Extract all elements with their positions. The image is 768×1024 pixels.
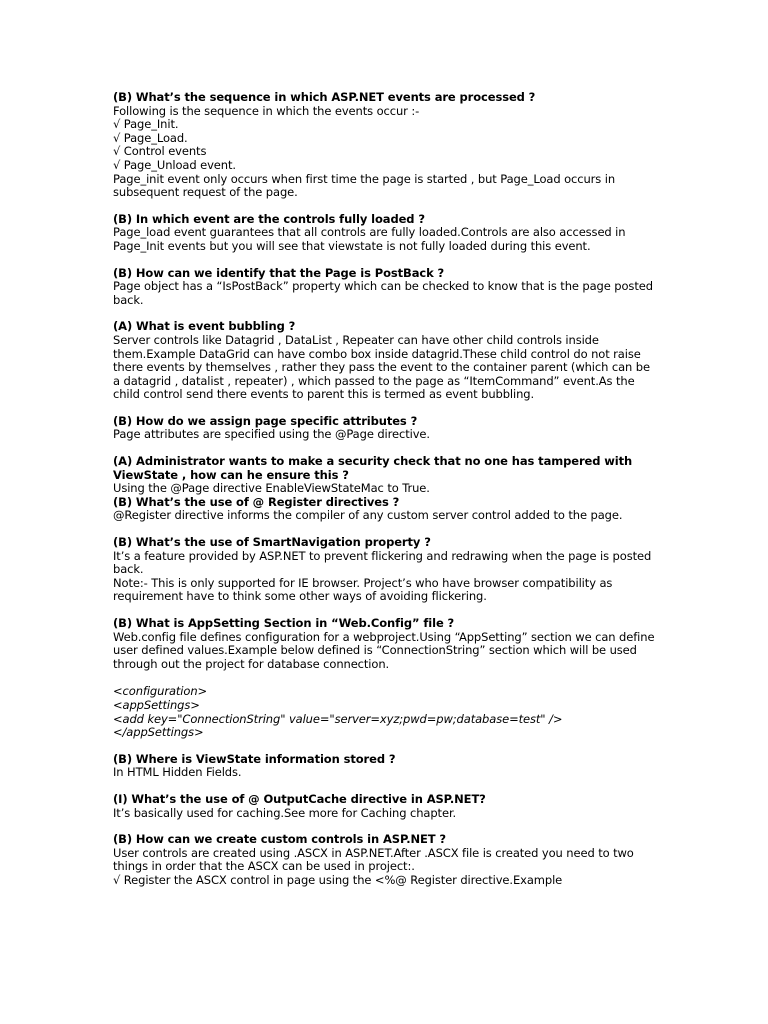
code-line: <appSettings> xyxy=(113,697,200,712)
bullet-item: √ Page_Load. xyxy=(113,130,188,145)
answer-line: In HTML Hidden Fields. xyxy=(113,765,242,780)
answer-line: @Register directive informs the compiler of any custom server control added to the page. xyxy=(113,508,623,523)
question-heading: ViewState , how can he ensure this ? xyxy=(113,467,349,482)
answer-line: there events by themselves , rather they pass the event to the container parent (which can be xyxy=(113,360,650,375)
answer-line: Page attributes are specified using the @Page directive. xyxy=(113,427,430,442)
answer-line: Page_init event only occurs when first time the page is started , but Page_Load occurs in xyxy=(113,171,616,186)
question-heading: (B) How can we identify that the Page is PostBack ? xyxy=(113,265,445,280)
answer-line: User controls are created using .ASCX in ASP.NET.After .ASCX file is created you need to two xyxy=(113,845,634,860)
question-heading: (I) What’s the use of @ OutputCache directive in ASP.NET? xyxy=(113,791,486,806)
answer-line: user defined values.Example below defined is “ConnectionString” section which will be used xyxy=(113,643,637,658)
question-heading: (B) In which event are the controls fully loaded ? xyxy=(113,211,425,226)
answer-line: Following is the sequence in which the events occur :- xyxy=(113,103,420,118)
code-line: <configuration> xyxy=(113,684,208,699)
answer-line: back. xyxy=(113,562,144,577)
answer-line: Page_load event guarantees that all controls are fully loaded.Controls are also accessed in xyxy=(113,225,626,240)
answer-line: a datagrid , datalist , repeater) , which passed to the page as “ItemCommand” event.As the xyxy=(113,373,635,388)
question-heading: (B) Where is ViewState information stored ? xyxy=(113,751,396,766)
answer-line: Note:- This is only supported for IE browser. Project’s who have browser compatibility as xyxy=(113,575,613,590)
answer-line: through out the project for database connection. xyxy=(113,656,390,671)
answer-line: back. xyxy=(113,292,144,307)
answer-line: them.Example DataGrid can have combo box inside datagrid.These child control do not raise xyxy=(113,346,641,361)
question-heading: (B) What’s the use of SmartNavigation property ? xyxy=(113,535,431,550)
answer-line: requirement have to think some other ways of avoiding flickering. xyxy=(113,589,487,604)
bullet-item: √ Register the ASCX control in page using the <%@ Register directive.Example xyxy=(113,872,563,887)
bullet-item: √ Control events xyxy=(113,144,207,159)
question-heading: (B) How can we create custom controls in ASP.NET ? xyxy=(113,832,446,847)
document-body xyxy=(113,91,653,888)
code-line: <add key="ConnectionString" value="server=xyz;pwd=pw;database=test" /> xyxy=(113,711,563,726)
answer-line: subsequent request of the page. xyxy=(113,185,298,200)
code-line: </appSettings> xyxy=(113,725,204,740)
answer-line: child control send there events to parent this is termed as event bubbling. xyxy=(113,387,535,402)
answer-line: Using the @Page directive EnableViewStateMac to True. xyxy=(113,481,430,496)
answer-line: It’s basically used for caching.See more for Caching chapter. xyxy=(113,805,457,820)
question-heading: (B) What’s the use of @ Register directives ? xyxy=(113,494,400,509)
answer-line: Page object has a “IsPostBack” property which can be checked to know that is the page posted xyxy=(113,279,653,294)
answer-line: Page_Init events but you will see that viewstate is not fully loaded during this event. xyxy=(113,238,591,253)
question-heading: (B) What is AppSetting Section in “Web.Config” file ? xyxy=(113,616,455,630)
question-heading: (A) What is event bubbling ? xyxy=(113,319,296,334)
question-heading: (A) Administrator wants to make a security check that no one has tampered with xyxy=(113,454,633,469)
bullet-item: √ Page_Init. xyxy=(113,117,179,132)
question-heading: (B) How do we assign page specific attributes ? xyxy=(113,413,418,428)
question-heading: (B) What’s the sequence in which ASP.NET events are processed ? xyxy=(113,90,536,104)
answer-line: Server controls like Datagrid , DataList , Repeater can have other child controls inside xyxy=(113,332,599,347)
answer-line: things in order that the ASCX can be used in project:. xyxy=(113,859,415,874)
answer-line: Web.config file defines configuration for a webproject.Using “AppSetting” section we can define xyxy=(113,629,655,644)
bullet-item: √ Page_Unload event. xyxy=(113,157,236,172)
answer-line: It’s a feature provided by ASP.NET to prevent flickering and redrawing when the page is posted xyxy=(113,548,652,563)
